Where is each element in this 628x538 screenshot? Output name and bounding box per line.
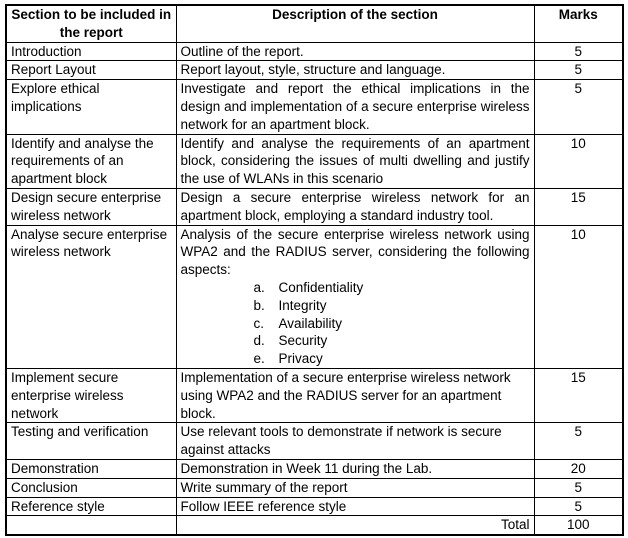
description-cell [176, 497, 534, 516]
description-cell [176, 42, 534, 61]
description-cell [176, 459, 534, 478]
aspect-item [181, 279, 530, 297]
empty-cell [6, 516, 176, 535]
section-text: Design secure enterprise wireless network [11, 189, 162, 223]
marks-text: 5 [574, 43, 582, 59]
section-cell [6, 188, 176, 225]
table-row [6, 423, 623, 460]
aspect-item [181, 297, 530, 315]
description-text: Demonstration in Week 11 during the Lab. [180, 460, 433, 476]
description-text: Implementation of a secure enterprise wireless network using WPA2 and the RADIUS server for an apartment block. [180, 369, 511, 421]
table-row [6, 80, 623, 134]
section-cell [6, 459, 176, 478]
aspect-text: Availability [278, 315, 343, 331]
section-cell [6, 80, 176, 134]
marks-text: 15 [570, 369, 586, 385]
table-row [6, 61, 623, 80]
section-cell [6, 42, 176, 61]
description-text: Write summary of the report [180, 479, 348, 495]
description-text: Identify and analyse the requirements of an apartment block, considering the issues of multi dwelling and justify the use of WLANs in this scenario [180, 135, 530, 187]
description-cell [176, 80, 534, 134]
section-cell [6, 134, 176, 188]
header-description: Description of the section [176, 5, 534, 42]
header-row [6, 5, 623, 42]
section-text: Implement secure enterprise wireless network [11, 369, 124, 421]
aspect-text: Integrity [278, 297, 327, 313]
description-text: Use relevant tools to demonstrate if network is secure against attacks [180, 424, 502, 458]
section-text: Explore ethical implications [11, 81, 100, 114]
aspect-item [181, 350, 530, 368]
table-row [6, 368, 623, 422]
total-label: Total [176, 516, 534, 535]
marks-text: 5 [574, 62, 582, 78]
aspect-marker: c. [253, 315, 265, 331]
description-cell [176, 368, 534, 422]
section-cell [6, 61, 176, 80]
marks-cell [534, 368, 623, 422]
table-header [6, 5, 623, 42]
aspect-item [181, 332, 530, 350]
marks-cell [534, 423, 623, 460]
description-cell [176, 423, 534, 460]
description-text: Design a secure enterprise wireless network for an apartment block, employing a standard industry tool. [180, 189, 530, 223]
section-cell [6, 368, 176, 422]
marks-text: 10 [570, 135, 586, 151]
section-cell [6, 423, 176, 460]
marks-cell [534, 478, 623, 497]
marks-text: 5 [574, 424, 582, 440]
table-row [6, 497, 623, 516]
section-cell [6, 497, 176, 516]
description-cell [176, 61, 534, 80]
description-cell [176, 478, 534, 497]
table-row [6, 134, 623, 188]
section-text: Conclusion [11, 479, 78, 495]
section-text: Reference style [11, 498, 105, 514]
marks-text: 5 [574, 81, 582, 97]
marks-cell [534, 497, 623, 516]
section-text: Identify and analyse the requirements of an apartment block [11, 135, 154, 187]
marks-cell [534, 188, 623, 225]
marks-cell [534, 80, 623, 134]
section-text: Introduction [11, 43, 82, 59]
marks-cell [534, 134, 623, 188]
header-marks: Marks [534, 5, 623, 42]
marks-cell [534, 459, 623, 478]
table-row [6, 459, 623, 478]
description-text: Investigate and report the ethical implications in the design and implementation of a secure enterprise wireless network for an apartment block. [180, 81, 530, 132]
section-cell [6, 225, 176, 368]
marking-scheme-table [5, 4, 624, 536]
table-footer [6, 516, 623, 535]
description-text: Follow IEEE reference style [180, 498, 347, 514]
description-cell [176, 134, 534, 188]
table-row [6, 188, 623, 225]
section-text: Report Layout [11, 62, 96, 78]
aspect-text: Privacy [278, 351, 323, 367]
header-section: Section to be included in the report [6, 5, 176, 42]
description-text: Outline of the report. [180, 43, 304, 59]
description-text: Report layout, style, structure and language. [180, 62, 446, 78]
description-cell [176, 225, 534, 368]
aspect-list [181, 279, 530, 368]
section-text: Demonstration [11, 460, 99, 476]
section-text: Analyse secure enterprise wireless network [11, 226, 168, 260]
description-text: Analysis of the secure enterprise wireless network using WPA2 and the RADIUS server, considering the following aspects: [180, 226, 530, 278]
aspect-marker: e. [253, 351, 265, 367]
marks-cell [534, 225, 623, 368]
section-text: Testing and verification [11, 424, 149, 440]
aspect-item [181, 315, 530, 333]
marks-text: 10 [570, 226, 586, 242]
total-value: 100 [534, 516, 623, 535]
aspect-text: Confidentiality [278, 279, 364, 295]
marks-text: 15 [570, 189, 586, 205]
marks-text: 20 [570, 460, 586, 476]
aspect-marker: b. [253, 297, 265, 313]
marks-text: 5 [574, 498, 582, 514]
table-row [6, 42, 623, 61]
table-row [6, 225, 623, 368]
marks-cell [534, 42, 623, 61]
description-cell [176, 188, 534, 225]
table-row [6, 478, 623, 497]
marks-cell [534, 61, 623, 80]
total-row [6, 516, 623, 535]
section-cell [6, 478, 176, 497]
aspect-marker: a. [253, 279, 265, 295]
table-body [6, 42, 623, 516]
aspect-text: Security [278, 333, 328, 349]
marks-text: 5 [574, 479, 582, 495]
aspect-marker: d. [253, 333, 265, 349]
